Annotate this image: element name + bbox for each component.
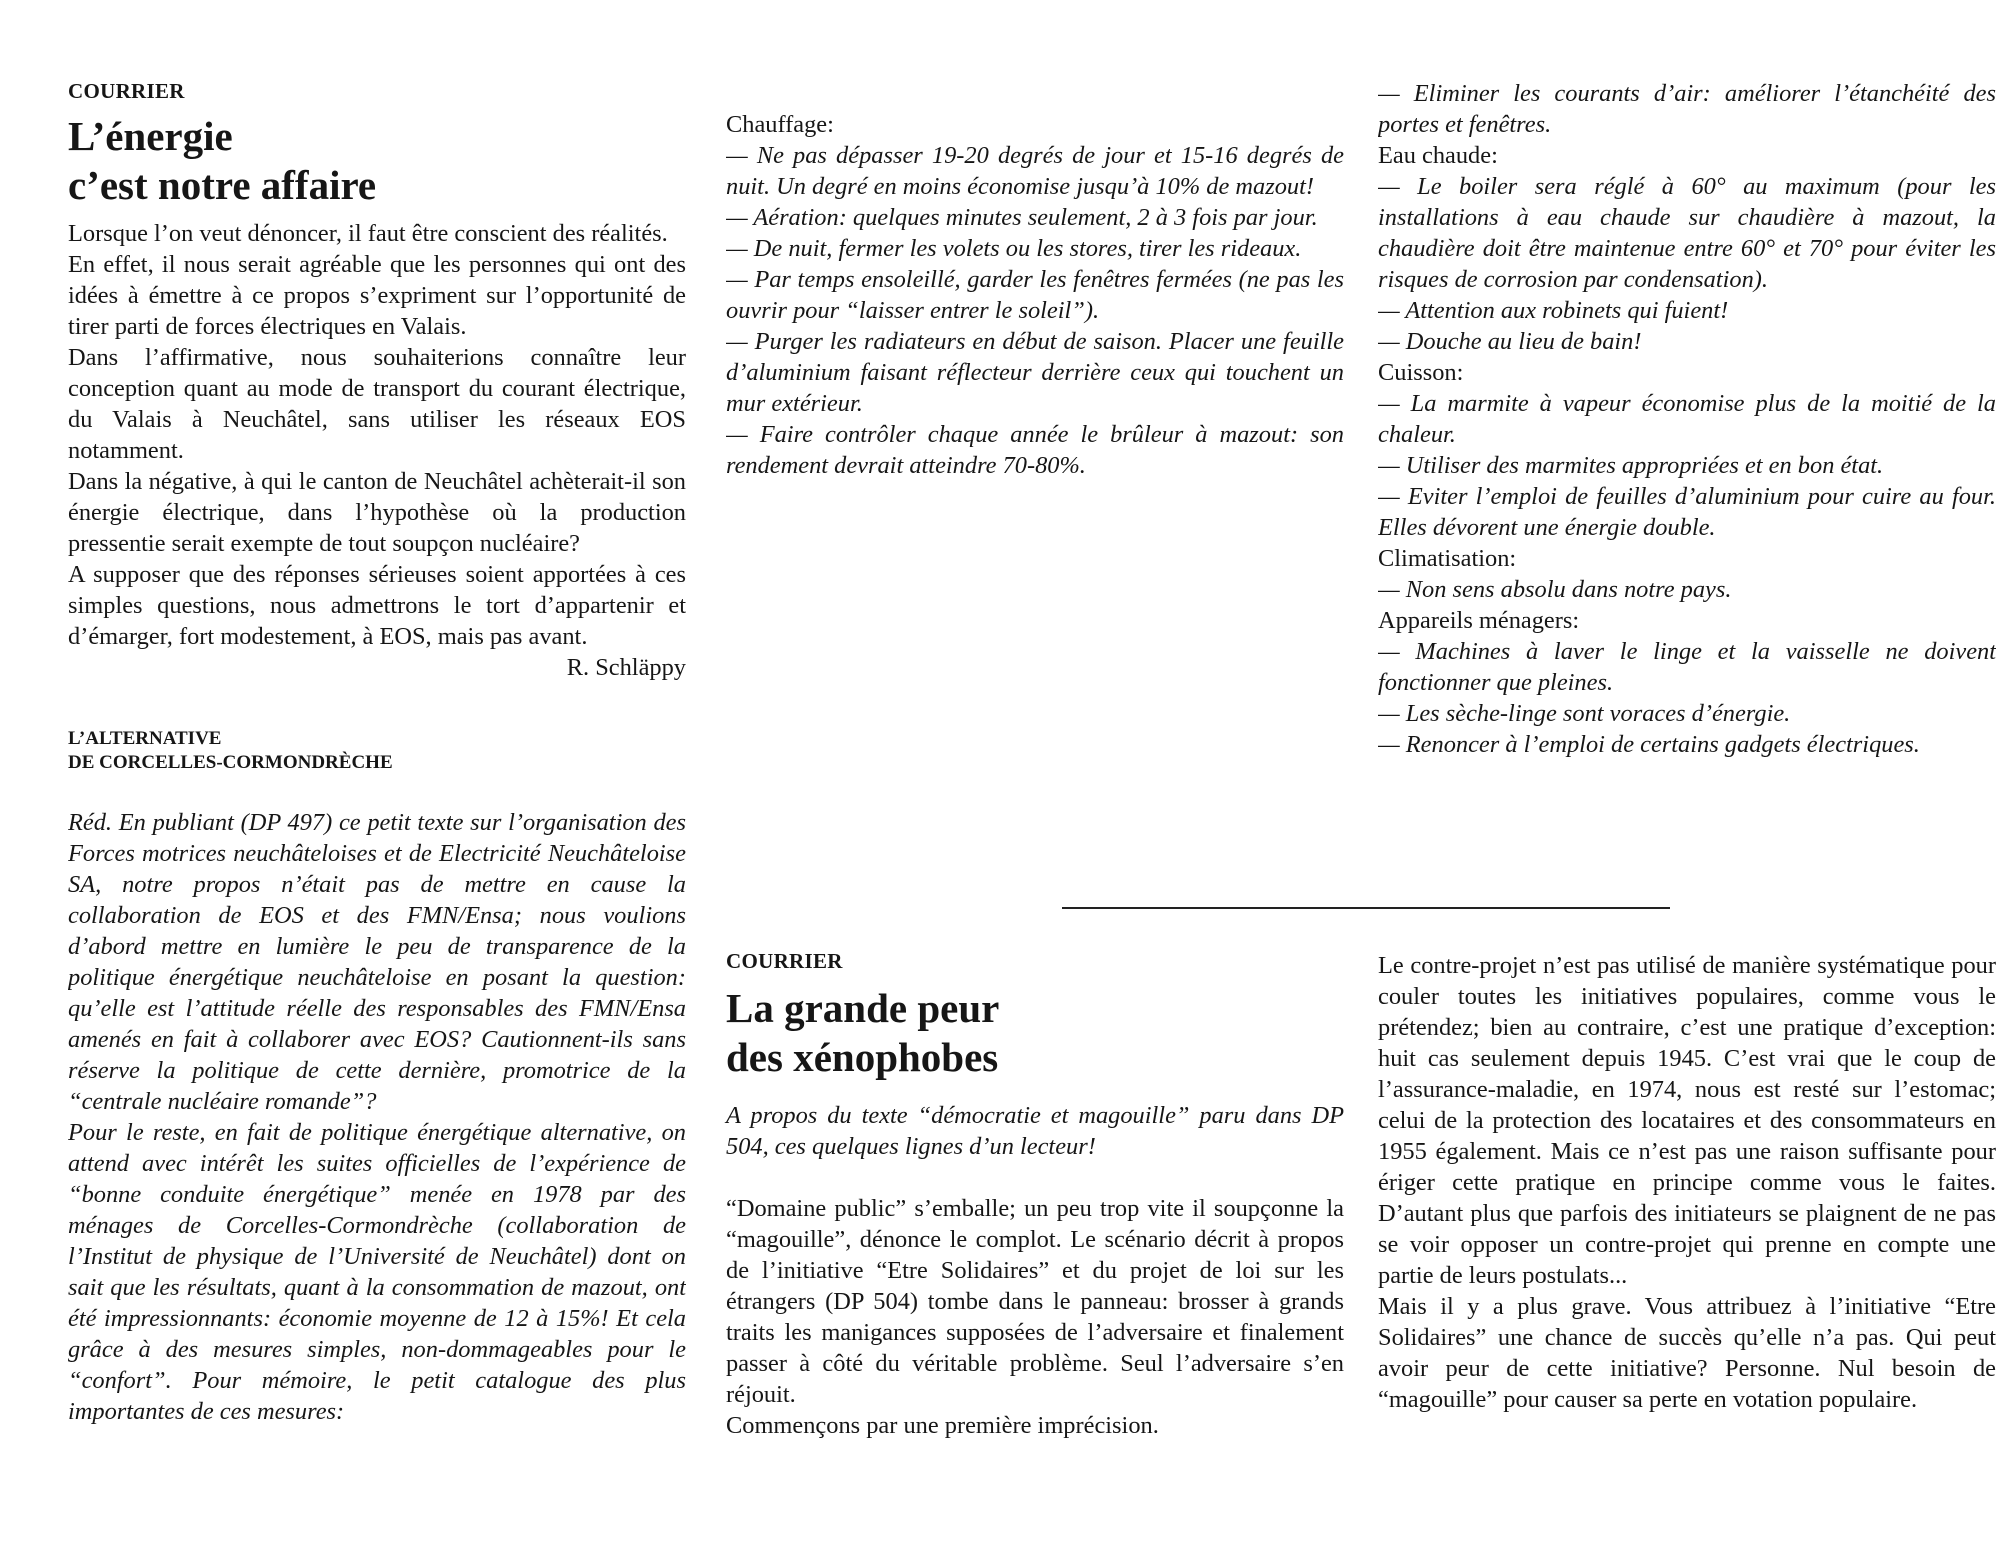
article1-paragraph: Dans l’affirmative, nous souhaiterions connaître leur conception quant au mode de transport du courant électrique, du Valais à Neuchâtel, sans utiliser les réseaux EOS notamment. [68, 344, 686, 464]
list-item: — Aération: quelques minutes seulement, 2 à 3 fois par jour. [726, 204, 1318, 231]
article1-kicker: COURRIER [68, 79, 185, 103]
article1-title [68, 112, 686, 210]
article2-paragraph: Pour le reste, en fait de politique énergétique alternative, on attend avec intérêt les suites officielles de l’expérience de “bonne conduite énergétique” menée en 1978 par des ménages de Corcelles-Cormondrèche (collaboration de l’Institut de physique de l’Université de Neuchâtel) dont on sait que les résultats, quant à la consommation de mazout, ont été impressionnants: économie moyenne de 12 à 15%! Et cela grâce à des mesures simples, non-dommageables pour le “confort”. Pour mémoire, le petit catalogue des plus importantes de ces mesures: [68, 1119, 686, 1425]
article1-signature: R. Schläppy [566, 654, 686, 681]
article1-title-line2: c’est notre affaire [68, 162, 377, 208]
list-item: — Utiliser des marmites appropriées et en bon état. [1378, 452, 1884, 479]
section-heading: Appareils ménagers: [1378, 607, 1580, 634]
article3-body [726, 1100, 1344, 1441]
list-item: — Attention aux robinets qui fuient! [1378, 297, 1729, 324]
list-item: — Le boiler sera réglé à 60° au maximum (pour les installations à eau chaude sur chaudière à mazout, la chaudière doit être maintenue entre 60° et 70° pour éviter les risques de corrosion par condensation). [1378, 173, 1996, 293]
section-divider [1062, 907, 1670, 909]
article3-paragraph: “Domaine public” s’emballe; un peu trop vite il soupçonne la “magouille”, dénonce le complot. Le scénario décrit à propos de l’initiative “Etre Solidaires” et du projet de loi sur les étrangers (DP 504) tombe dans le panneau: brosser à grands traits les manigances supposées de l’adversaire et finalement passer à côté du véritable problème. Seul l’adversaire s’en réjouit. [726, 1195, 1344, 1408]
list-item: — Eliminer les courants d’air: améliorer l’étanchéité des portes et fenêtres. [1378, 80, 1996, 138]
article1-title-line1: L’énergie [68, 113, 233, 159]
list-item: — Eviter l’emploi de feuilles d’aluminium pour cuire au four. Elles dévorent une énergie double. [1378, 483, 1996, 541]
column-left [68, 78, 686, 1568]
list-item: — Machines à laver le linge et la vaisselle ne doivent fonctionner que pleines. [1378, 638, 1996, 696]
column-right [1378, 78, 1996, 888]
article3-title-line1: La grande peur [726, 985, 1000, 1031]
list-item: — Douche au lieu de bain! [1378, 328, 1642, 355]
article2-kicker [68, 727, 686, 775]
list-item: — La marmite à vapeur économise plus de la moitié de la chaleur. [1378, 390, 1996, 448]
article3-paragraph: Mais il y a plus grave. Vous attribuez à l’initiative “Etre Solidaires” une chance de succès qu’elle n’a pas. Qui peut avoir peur de cette initiative? Personne. Nul besoin de “magouille” pour causer sa perte en votation populaire. [1378, 1293, 1996, 1413]
article3-kicker: COURRIER [726, 949, 843, 973]
article1-paragraph: Lorsque l’on veut dénoncer, il faut être conscient des réalités. [68, 220, 668, 247]
list-item: — Renoncer à l’emploi de certains gadgets électriques. [1378, 731, 1920, 758]
article3-continuation [1378, 950, 1996, 1415]
list-item: — Ne pas dépasser 19-20 degrés de jour et 15-16 degrés de nuit. Un degré en moins économise jusqu’à 10% de mazout! [726, 142, 1344, 200]
article2-kicker-line1: L’ALTERNATIVE [68, 728, 222, 749]
section-heading: Chauffage: [726, 111, 834, 138]
section-heading: Climatisation: [1378, 545, 1517, 572]
list-item: — Les sèche-linge sont voraces d’énergie. [1378, 700, 1791, 727]
list-item: — Purger les radiateurs en début de saison. Placer une feuille d’aluminium faisant réflecteur derrière ceux qui touchent un mur extérieur. [726, 328, 1344, 417]
article1-paragraph: A supposer que des réponses sérieuses soient apportées à ces simples questions, nous admettrons le tort d’appartenir et d’émarger, fort modestement, à EOS, mais pas avant. [68, 561, 686, 650]
list-item: — Non sens absolu dans notre pays. [1378, 576, 1732, 603]
article2-kicker-line2: DE CORCELLES-CORMONDRÈCHE [68, 752, 393, 773]
article1-paragraph: Dans la négative, à qui le canton de Neuchâtel achèterait-il son énergie électrique, dans l’hypothèse où la production pressentie serait exempte de tout soupçon nucléaire? [68, 468, 686, 557]
section-heading: Cuisson: [1378, 359, 1464, 386]
column-middle [726, 78, 1344, 868]
article3-paragraph: Commençons par une première imprécision. [726, 1412, 1159, 1439]
article3-title-line2: des xénophobes [726, 1034, 999, 1080]
article2-paragraph: Réd. En publiant (DP 497) ce petit texte sur l’organisation des Forces motrices neuchâteloises et de Electricité Neuchâteloise SA, notre propos n’était pas de mettre en cause la collaboration de EOS et des FMN/Ensa; nous voulions d’abord mettre en lumière le peu de transparence de la politique énergétique neuchâteloise en posant la question: qu’elle est l’attitude réelle des responsables des FMN/Ensa amenés en fait à collaborer avec EOS? Cautionnent-ils sans réserve la politique de cette dernière, promotrice de la “centrale nucléaire romande”? [68, 809, 686, 1115]
list-item: — Faire contrôler chaque année le brûleur à mazout: son rendement devrait atteindre 70-80%. [726, 421, 1344, 479]
list-item: — Par temps ensoleillé, garder les fenêtres fermées (ne pas les ouvrir pour “laisser entrer le soleil”). [726, 266, 1344, 324]
article1-paragraph: En effet, il nous serait agréable que les personnes qui ont des idées à émettre à ce propos s’expriment sur l’opportunité de tirer parti de forces électriques en Valais. [68, 251, 686, 340]
article3-title [726, 984, 999, 1082]
section-heading: Eau chaude: [1378, 142, 1498, 169]
article3-intro: A propos du texte “démocratie et magouille” paru dans DP 504, ces quelques lignes d’un lecteur! [726, 1102, 1344, 1160]
article3-paragraph: Le contre-projet n’est pas utilisé de manière systématique pour couler toutes les initiatives populaires, comme vous le prétendez; bien au contraire, c’est une pratique d’exception: huit cas seulement depuis 1945. C’est vrai que le coup de l’assurance-maladie, en 1974, nous est resté sur l’estomac; celui de la protection des locataires et des consommateurs en 1955 également. Mais ce n’est pas une raison suffisante pour ériger cette pratique en principe comme vous le faites. D’autant plus que parfois des initiateurs se plaignent de ne pas se voir opposer un contre-projet qui prenne en compte une partie de leurs postulats... [1378, 952, 1996, 1289]
list-item: — De nuit, fermer les volets ou les stores, tirer les rideaux. [726, 235, 1302, 262]
